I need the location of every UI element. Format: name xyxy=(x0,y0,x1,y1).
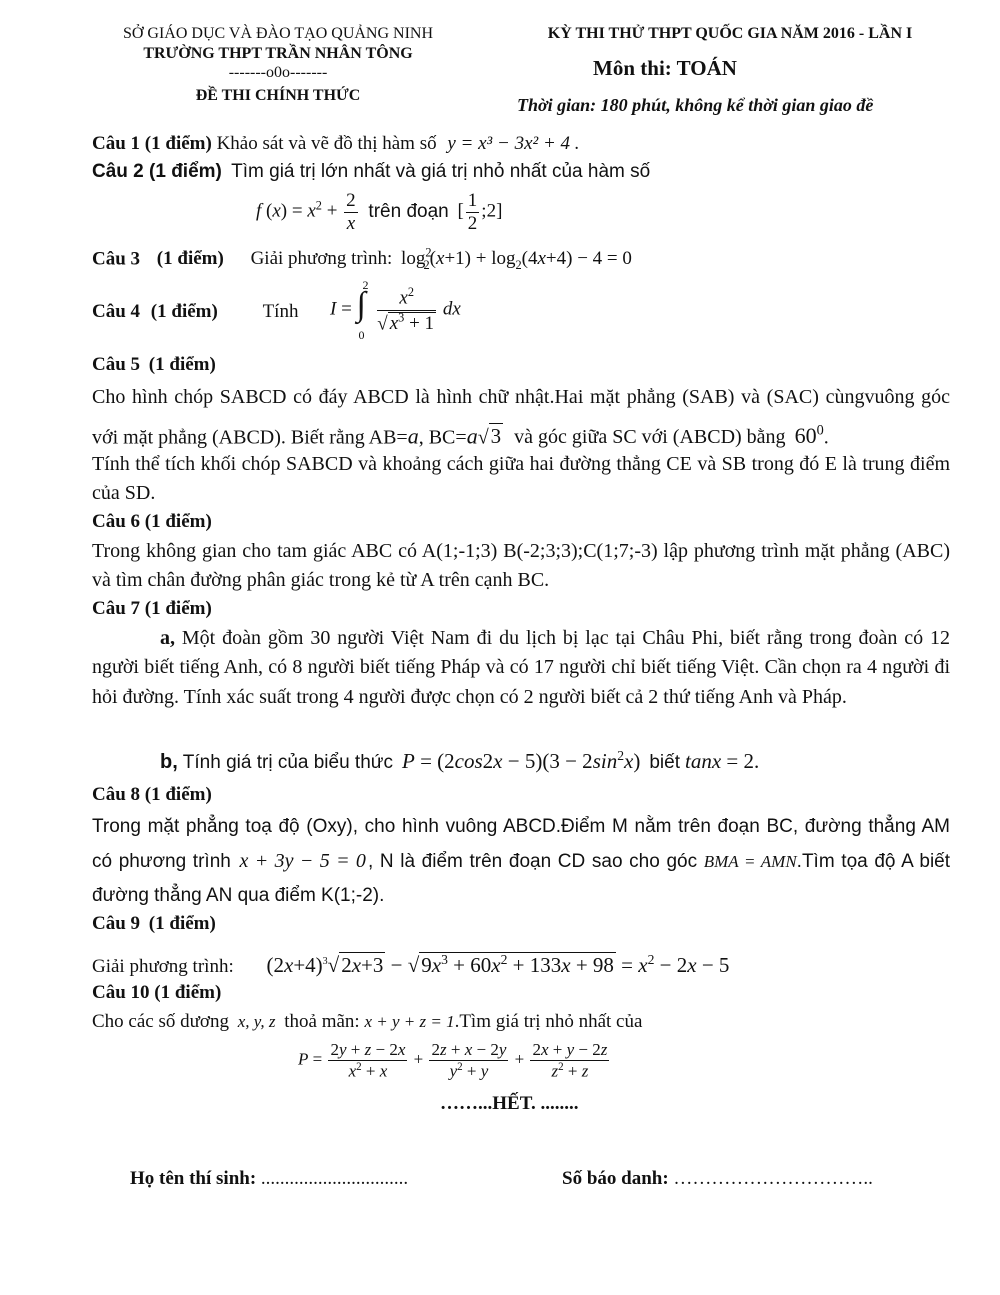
question-3-points: (1 điểm) xyxy=(156,248,224,270)
question-7b xyxy=(160,748,759,774)
question-1-points: (1 điểm) xyxy=(144,133,212,154)
question-10-body: Cho các số dương x, y, z thoả mãn: x + y + z = 1.Tìm giá trị nhỏ nhất của xyxy=(92,1011,643,1032)
candidate-id-row xyxy=(562,1168,873,1190)
candidate-id-label: Số báo danh: xyxy=(562,1168,669,1189)
candidate-name-row xyxy=(130,1168,408,1190)
question-10-label: Câu 10 (1 điểm) xyxy=(92,982,222,1003)
question-5-angle: 60 xyxy=(794,423,817,449)
question-4 xyxy=(92,301,298,323)
question-6-label: Câu 6 (1 điểm) xyxy=(92,511,212,532)
question-9-body xyxy=(92,952,729,978)
question-2-label: Câu 2 (1 điểm) xyxy=(92,161,222,182)
header-divider: -------o0o------- xyxy=(228,64,328,81)
question-5-points: (1 điểm) xyxy=(148,354,216,375)
question-5-label: Câu 5 xyxy=(92,354,141,375)
question-4-integral: I = ∫ 2 0 $\frac{x^2}{√ x^3 + 1}$ dx xyxy=(330,278,461,342)
question-9-points: (1 điểm) xyxy=(148,913,216,934)
school-name: TRƯỜNG THPT TRẦN NHÂN TÔNG xyxy=(143,45,413,62)
question-1-label: Câu 1 xyxy=(92,133,141,154)
question-8-text-1: Trong mặt phẳng toạ độ (Oxy), cho hình vuông ABCD.Điểm M nằm trên đoạn BC, đường thẳng AM có phương trình xyxy=(92,816,950,872)
question-7-label: Câu 7 (1 điểm) xyxy=(92,598,212,619)
subject: Môn thi: TOÁN xyxy=(593,56,737,80)
question-7b-given: biết xyxy=(649,752,680,773)
question-5-text-3: và góc giữa SC với (ABCD) bằng xyxy=(514,426,786,449)
question-5-text-4: Tính thể tích khối chóp SABCD và khoảng cách giữa hai đường thẳng CE và SB trong đó E là trung điểm của SD. xyxy=(92,453,950,505)
question-10-text-2: thoả mãn: xyxy=(284,1011,360,1032)
question-3-text: Giải phương trình: xyxy=(250,248,393,270)
question-10-text-3: .Tìm giá trị nhỏ nhất của xyxy=(454,1011,643,1032)
question-5-text-2: , BC= xyxy=(418,426,467,449)
question-7a xyxy=(92,624,950,712)
question-8-text-2: , N là điểm trên đoạn CD sao cho góc xyxy=(367,851,698,872)
question-1-text: Khảo sát và vẽ đồ thị hàm số xyxy=(216,133,437,154)
question-2 xyxy=(92,161,650,183)
question-3-label: Câu 3 xyxy=(92,248,141,270)
question-4-points: (1 điểm) xyxy=(150,301,218,322)
question-8-angle-condition: BMA = AMN xyxy=(703,852,797,871)
question-3 xyxy=(92,246,632,273)
question-8-body xyxy=(92,810,950,913)
question-9-label: Câu 9 xyxy=(92,913,141,934)
question-3-equation: $\log^2_2(x+1) + \log_2(4x+4) - 4 = 0$ xyxy=(401,246,632,273)
question-7a-text: Một đoàn gồm 30 người Việt Nam đi du lịch bị lạc tại Châu Phi, biết rằng trong đoàn có 12 người biết tiếng Anh, có 8 người biết tiếng Pháp và có 17 người chỉ biết tiếng Việt. Cần chọn ra 4 người đi hỏi đường. Tính xác suất trong 4 người được chọn có 2 người biết cả 2 thứ tiếng Anh và Pháp. xyxy=(92,627,950,708)
question-2-on-interval: trên đoạn xyxy=(368,200,449,222)
end-marker: ……...HẾT. ........ xyxy=(440,1093,579,1114)
department-name: SỞ GIÁO DỤC VÀ ĐÀO TẠO QUẢNG NINH xyxy=(122,25,434,42)
candidate-name-dots: ............................... xyxy=(260,1168,409,1189)
question-2-function: f $(x) = x^2$ + $\frac{2}{x}$ trên đoạn [ $\frac{1}{2}$ ;2] xyxy=(256,190,503,234)
question-8-text-3: .Tìm tọa độ A biết đường thẳng AN qua điểm K(1;-2). xyxy=(92,851,951,906)
question-5-body: Cho hình chóp SABCD có đáy ABCD là hình chữ nhật.Hai mặt phẳng (SAB) và (SAC) cùngvuông góc với mặt phẳng (ABCD). Biết rằng AB=a, BC=a√3 và góc giữa SC với (ABCD) bằng $60^0$. xyxy=(92,386,950,449)
candidate-name-label: Họ tên thí sinh: xyxy=(130,1168,257,1189)
question-7a-label: a, xyxy=(160,627,175,649)
question-7b-condition: tanx = 2. xyxy=(685,749,760,773)
question-7b-label: b, xyxy=(160,751,178,773)
question-5-label-row xyxy=(92,354,216,376)
question-10-expression: P = $\frac{2y + z - 2x}{x^2 + x}$ + $\frac{2z + x - 2y}{y^2 + y}$ + $\frac{2x + y - 2z}{z^2 + z}$ xyxy=(298,1040,608,1081)
question-1 xyxy=(92,133,580,155)
question-6-text: Trong không gian cho tam giác ABC có A(1;-1;3) B(-2;3;3);C(1;7;-3) lập phương trình mặt phẳng (ABC) và tìm chân đường phân giác trong kẻ từ A trên cạnh BC. xyxy=(92,540,950,592)
time-limit: Thời gian: 180 phút, không kể thời gian giao đề xyxy=(517,95,874,115)
question-1-formula: y = x³ − 3x² + 4 . xyxy=(447,133,580,154)
question-8-label: Câu 8 (1 điểm) xyxy=(92,784,212,805)
question-10-text-1: Cho các số dương xyxy=(92,1011,229,1032)
question-5-text-1: Cho hình chóp SABCD có đáy ABCD là hình chữ nhật.Hai mặt phẳng (SAB) và (SAC) cùngvuông góc với mặt phẳng (ABCD). Biết rằng AB= xyxy=(92,386,950,449)
question-8-line-equation: x + 3y − 5 = 0 xyxy=(239,850,366,872)
question-7b-expression: $P = (2\cos 2x - 5)(3 - 2\sin^2x)$ xyxy=(402,748,641,773)
candidate-id-dots: ………………………….. xyxy=(673,1168,873,1189)
question-9-equation: $(2x+4)^3√2x+3 - √9x^3 + 60x^2 + 133x + 98 = x^2 - 2x - 5$ xyxy=(266,952,730,977)
question-9-text: Giải phương trình: xyxy=(92,956,234,977)
question-9-label-row xyxy=(92,913,216,935)
official-exam-label: ĐỀ THI CHÍNH THỨC xyxy=(195,87,361,104)
question-2-text: Tìm giá trị lớn nhất và giá trị nhỏ nhất của hàm số xyxy=(231,161,651,182)
exam-title: KỲ THI THỬ THPT QUỐC GIA NĂM 2016 - LẦN I xyxy=(547,25,913,42)
question-4-label: Câu 4 xyxy=(92,301,141,322)
question-4-text: Tính xyxy=(262,301,299,322)
question-7b-text: Tính giá trị của biểu thức xyxy=(182,752,393,773)
